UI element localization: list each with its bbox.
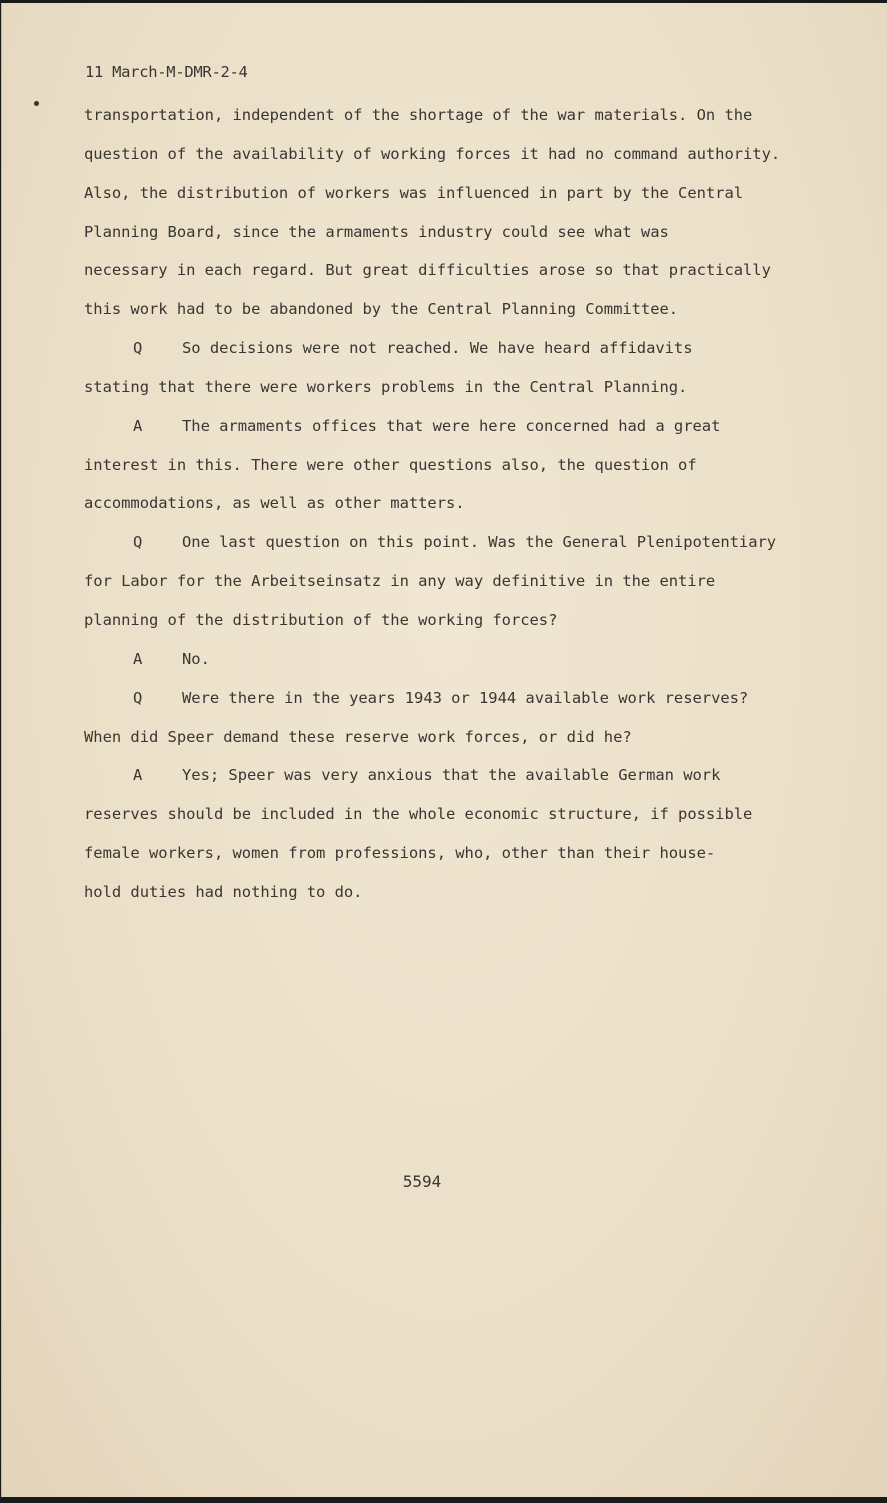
text-line: [84, 562, 824, 601]
line-text: Also, the distribution of workers was influenced in part by the Central: [84, 183, 744, 202]
text-line: [84, 446, 824, 485]
text-line: [84, 601, 824, 640]
transcript-body: [84, 96, 824, 912]
text-line: [84, 484, 824, 523]
answer-line: [84, 640, 824, 679]
line-text: reserves should be included in the whole economic structure, if possible: [84, 805, 753, 824]
line-text: Were there in the years 1943 or 1944 available work reserves?: [182, 688, 749, 707]
line-text: for Labor for the Arbeitseinsatz in any way definitive in the entire: [84, 572, 716, 591]
speaker-marker: A: [133, 416, 143, 435]
document-page: [1, 3, 887, 1497]
line-text: hold duties had nothing to do.: [84, 882, 363, 901]
text-line: [84, 834, 824, 873]
line-text: interest in this. There were other questions also, the question of: [84, 455, 697, 474]
text-line: [84, 213, 824, 252]
answer-line: [84, 407, 824, 446]
text-line: [84, 290, 824, 329]
answer-line: [84, 756, 824, 795]
text-line: [84, 795, 824, 834]
page-number: 5594: [402, 1172, 442, 1191]
question-line: [84, 329, 824, 368]
document-header: 11 March-M-DMR-2-4: [85, 63, 248, 81]
line-text: No.: [182, 649, 210, 668]
line-text: female workers, women from professions, who, other than their house-: [84, 844, 716, 863]
line-text: this work had to be abandoned by the Central Planning Committee.: [84, 300, 679, 319]
line-text: stating that there were workers problems in the Central Planning.: [84, 377, 688, 396]
question-line: [84, 523, 824, 562]
line-text: question of the availability of working forces it had no command authority.: [84, 144, 781, 163]
speaker-marker: Q: [133, 339, 143, 358]
line-text: Yes; Speer was very anxious that the available German work: [182, 766, 721, 785]
line-text: necessary in each regard. But great difficulties arose so that practically: [84, 261, 771, 280]
margin-bullet: [34, 101, 39, 106]
line-text: So decisions were not reached. We have heard affidavits: [182, 339, 693, 358]
line-text: transportation, independent of the shortage of the war materials. On the: [84, 106, 753, 124]
text-line: [84, 251, 824, 290]
text-line: [84, 135, 824, 174]
text-line: [84, 873, 824, 912]
text-line: [84, 368, 824, 407]
line-text: The armaments offices that were here concerned had a great: [182, 416, 721, 435]
text-line: [84, 174, 824, 213]
line-text: One last question on this point. Was the General Plenipotentiary: [182, 533, 777, 552]
speaker-marker: A: [133, 766, 143, 785]
speaker-marker: Q: [133, 533, 143, 552]
line-text: When did Speer demand these reserve work forces, or did he?: [84, 727, 632, 746]
line-text: accommodations, as well as other matters.: [84, 494, 465, 513]
line-text: Planning Board, since the armaments industry could see what was: [84, 222, 669, 241]
speaker-marker: A: [133, 649, 143, 668]
text-line: [84, 96, 824, 135]
speaker-marker: Q: [133, 688, 143, 707]
question-line: [84, 679, 824, 718]
line-text: planning of the distribution of the working forces?: [84, 610, 558, 629]
text-line: [84, 718, 824, 757]
